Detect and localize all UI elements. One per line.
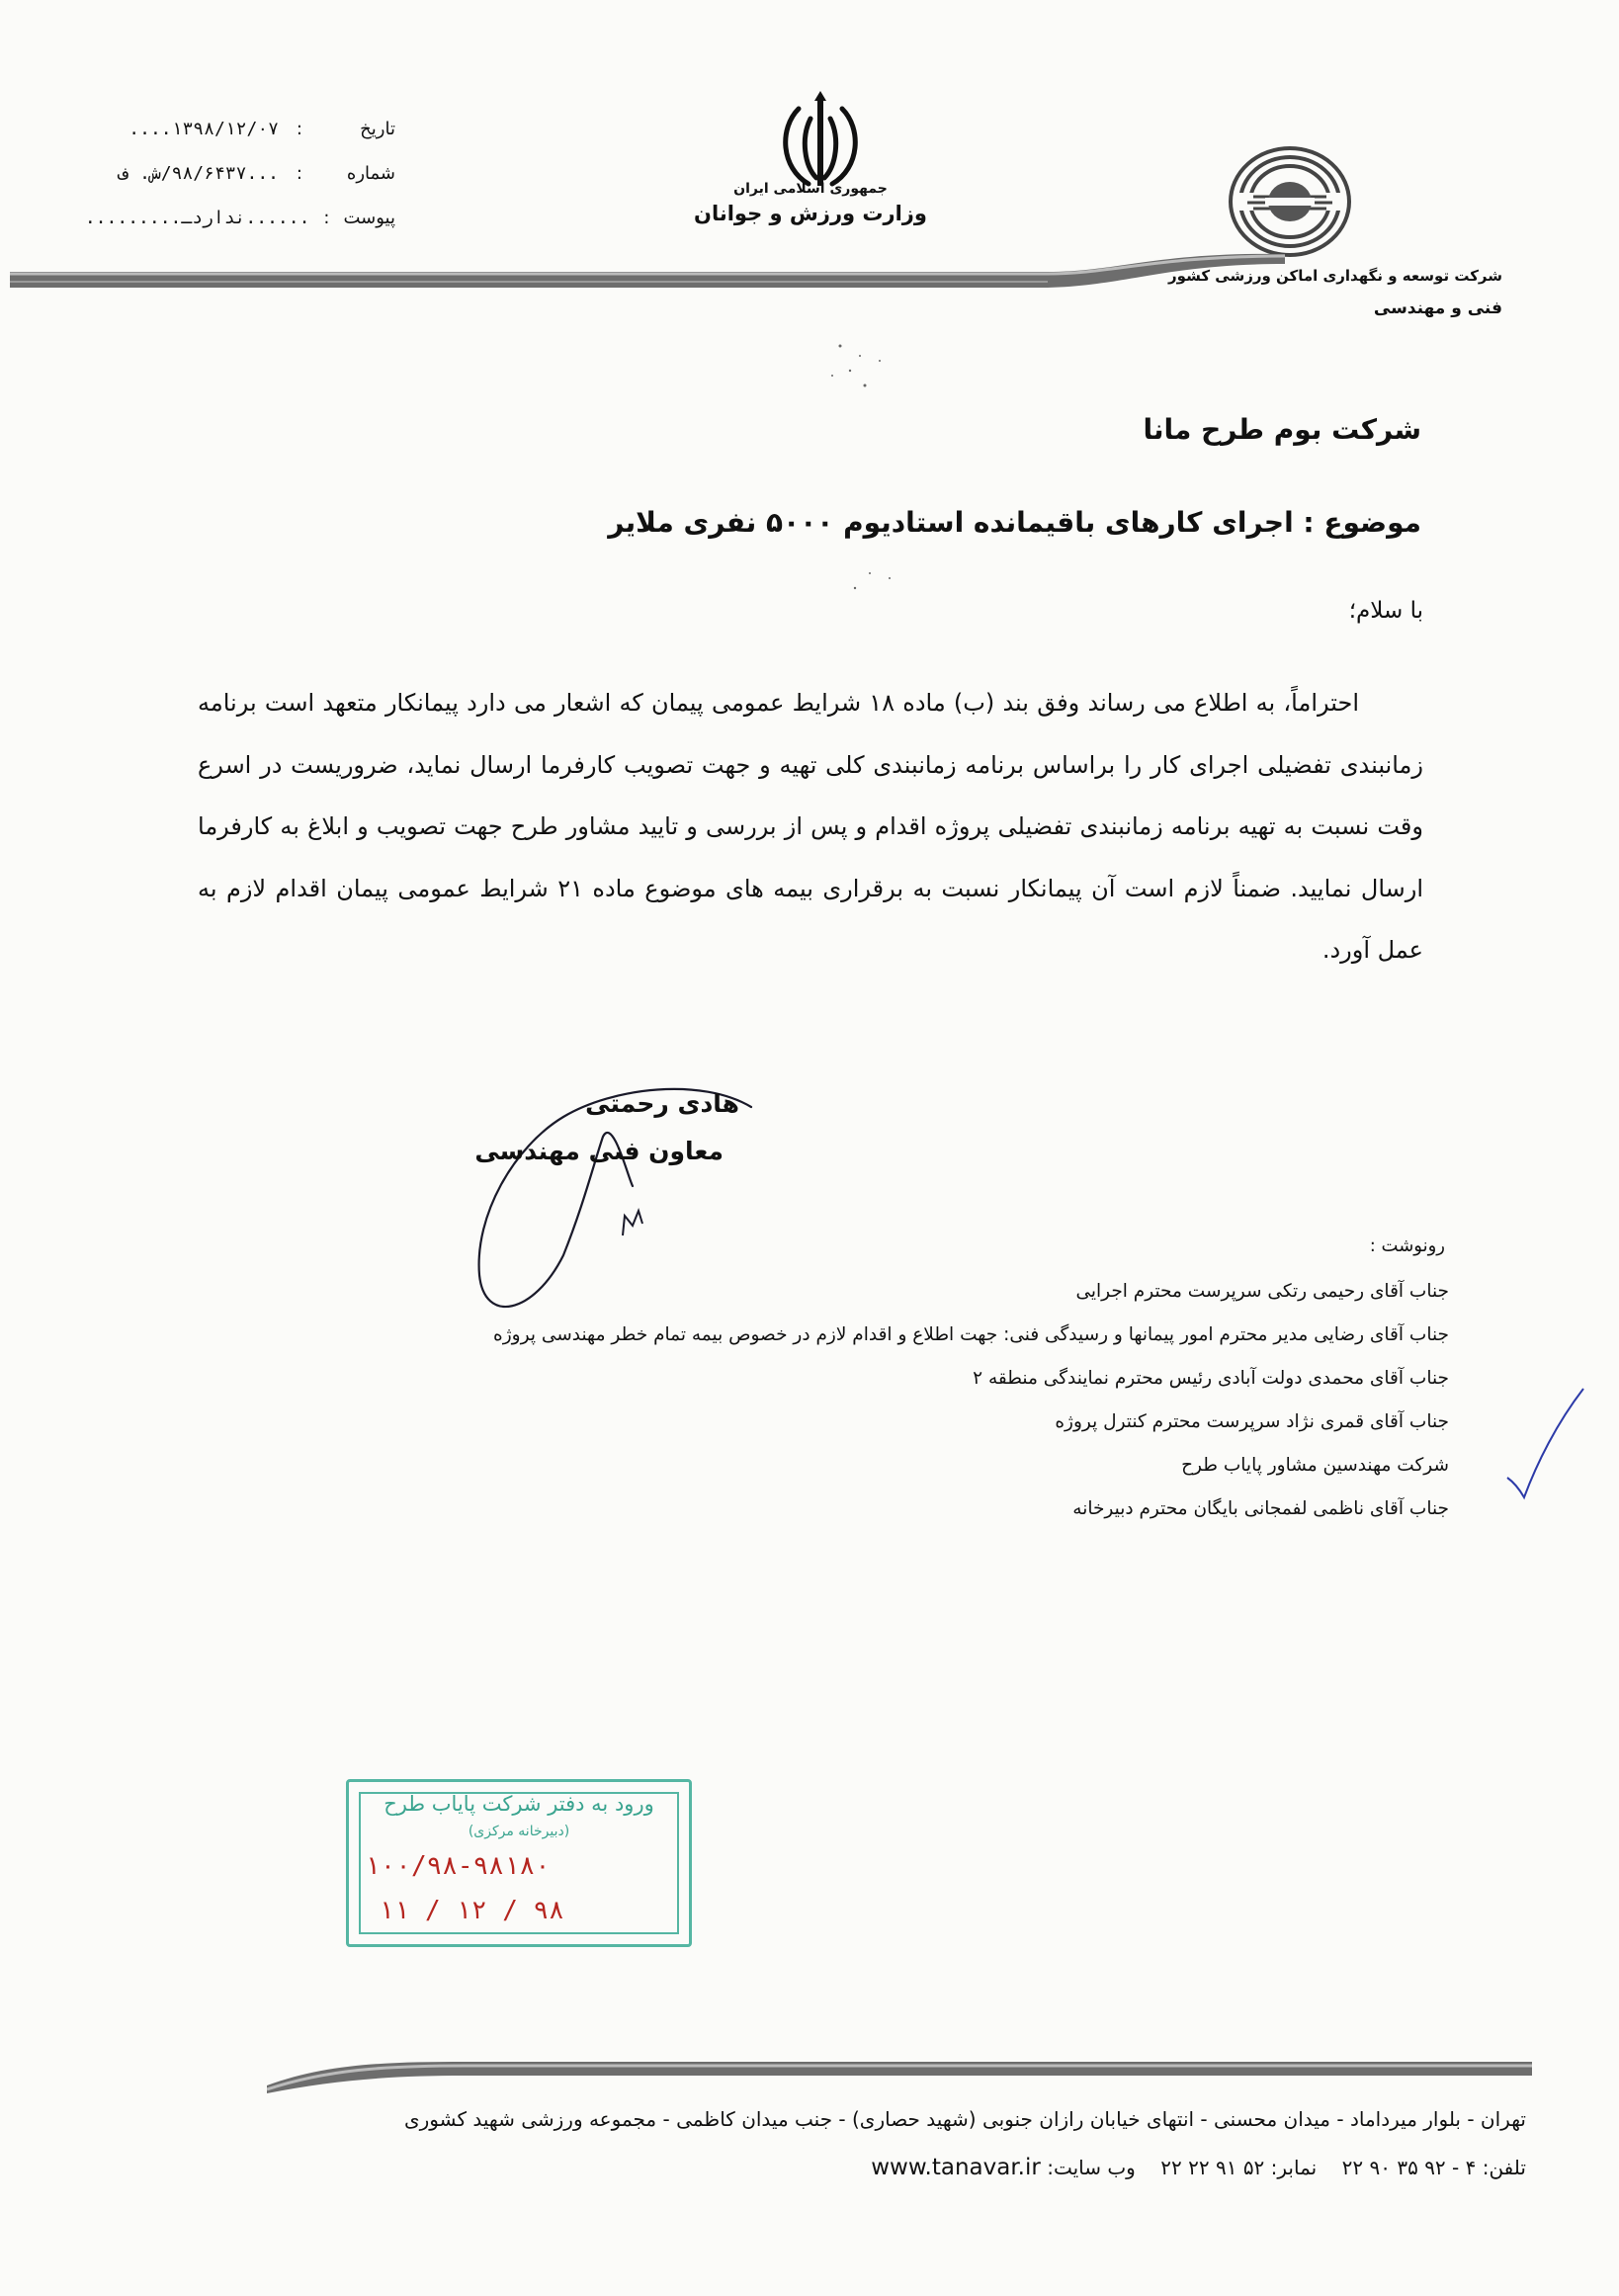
cc-list: [164, 1270, 1449, 1531]
receipt-stamp: [346, 1779, 692, 1947]
footer-address: تهران - بلوار میرداماد - میدان محسنی - انتهای خیابان رازان جنوبی (شهید حصاری) - جنب میدان کاظمی - مجموعه ورزشی شهید کشوری: [403, 2107, 1526, 2131]
letter-meta: [84, 107, 395, 240]
header-band: [10, 242, 1285, 303]
ministry-name: وزارت ورزش و جوانان: [694, 202, 927, 225]
date-row: [99, 107, 395, 151]
signatory-title: معاون فنی مهندسی: [474, 1137, 724, 1165]
company-name: شرکت توسعه و نگهداری اماکن ورزشی کشور: [1168, 267, 1502, 285]
ministry-country: جمهوری اسلامی ایران: [733, 181, 888, 197]
department-name: فنی و مهندسی: [1373, 298, 1502, 318]
stamp-subtitle: (دبیرخانه مرکزی): [468, 1824, 570, 1839]
number-row: [99, 151, 395, 196]
cc-label: رونوشت :: [1369, 1235, 1445, 1256]
subject-line: موضوع : اجرای کارهای باقیمانده استادیوم ۵۰۰۰ نفری ملایر: [608, 506, 1421, 539]
stamp-reference-number: ۱۰۰/۹۸-۹۸۱۸۰: [365, 1851, 551, 1881]
website-link[interactable]: www.tanavar.ir: [871, 2155, 1041, 2180]
recipient: شرکت بوم طرح مانا: [1143, 413, 1421, 446]
cc-item: جناب آقای رحیمی رتکی سرپرست محترم اجرایی: [1075, 1281, 1449, 1302]
fax-number: ۵۲ ۹۱ ۲۲ ۲۲: [1160, 2156, 1265, 2179]
cc-item: جناب آقای رضایی مدیر محترم امور پیمانها و رسیدگی فنی: جهت اطلاع و اقدام لازم در خصوص بیمه تمام خطر مهندسی پروژه: [493, 1324, 1449, 1345]
check-mark-icon: [1502, 1384, 1586, 1502]
phone-label: تلفن:: [1482, 2156, 1526, 2179]
website-label: وب سایت:: [1047, 2156, 1136, 2179]
body-paragraph: احتراماً، به اطلاع می رساند وفق بند (ب) ماده ۱۸ شرایط عمومی پیمان که اشعار می دارد پیمانکار متعهد است برنامه زمانبندی تفضیلی اجرای کار را براساس برنامه زمانبندی کلی تهیه و جهت تصویب کارفرما ارسال نماید، ضروریست در اسرع وقت نسبت به تهیه برنامه زمانبندی تفضیلی پروژه اقدام و پس از بررسی و تایید مشاور طرح جهت تصویب و ابلاغ به کارفرما ارسال نمایید. ضمناً لازم است آن پیمانکار نسبت به برقراری بیمه های موضوع ماده ۲۱ شرایط عمومی پیمان اقدام لازم به عمل آورد.: [198, 689, 1423, 964]
colon: :: [296, 119, 302, 139]
attachment-label: پیوست: [343, 208, 395, 228]
number-label: شماره: [346, 163, 395, 184]
fax-label: نمابر:: [1270, 2156, 1318, 2179]
cc-item: شرکت مهندسین مشاور پایاب طرح: [1181, 1455, 1449, 1476]
footer-contact: [871, 2155, 1526, 2180]
cc-item: جناب آقای ناظمی لفمجانی بایگان محترم دبیرخانه: [1072, 1498, 1449, 1519]
greeting: با سلام؛: [1348, 598, 1423, 624]
cc-item: جناب آقای محمدی دولت آبادی رئیس محترم نمایندگی منطقه ۲: [973, 1368, 1449, 1389]
date-value: ۱۳۹۸/۱۲/۰۷....: [128, 119, 279, 139]
number-value: ...۹۸/۶۴۳۷/ش. ف: [118, 163, 279, 184]
colon: :: [296, 163, 302, 184]
attachment-row: [84, 196, 395, 240]
footer-band: [267, 2056, 1532, 2107]
scan-speckle: [810, 326, 929, 603]
attachment-value: ......نداردـ.........: [84, 208, 310, 228]
signatory-name: هادی رحمتی: [585, 1089, 739, 1118]
cc-item: جناب آقای قمری نژاد سرپرست محترم کنترل پروژه: [1055, 1411, 1449, 1432]
colon: :: [323, 208, 330, 228]
stamp-date: ۱۱ / ۱۲ / ۹۸: [379, 1896, 564, 1925]
date-label: تاریخ: [360, 119, 395, 139]
stamp-title: ورود به دفتر شرکت پایاب طرح: [383, 1792, 654, 1816]
phone-number: ۴ - ۹۲ ۳۵ ۹۰ ۲۲: [1341, 2156, 1477, 2179]
